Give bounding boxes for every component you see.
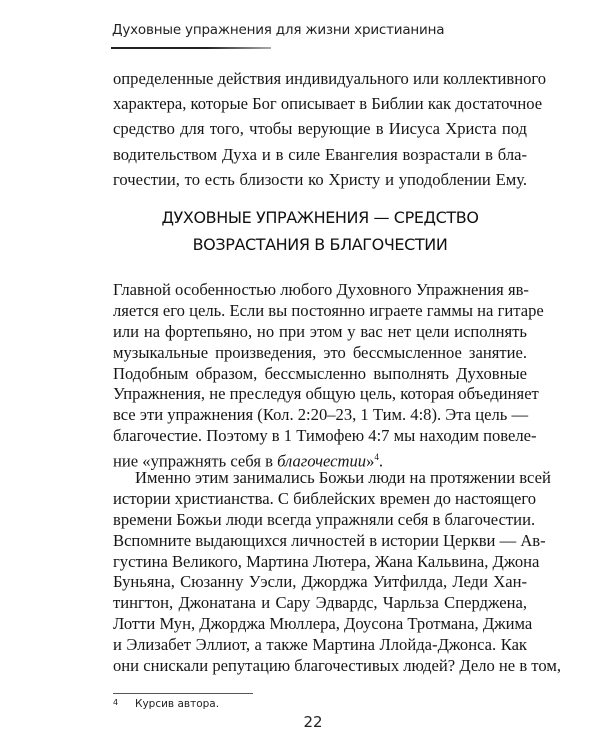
- text-line: ляется его цель. Если вы постоянно играете гаммы на гитаре: [113, 300, 544, 320]
- text-line: Главной особенностью любого Духовного Упражнения яв-: [113, 280, 529, 299]
- page-number: 22: [303, 713, 323, 731]
- text-span: .: [378, 451, 384, 471]
- text-line: все эти упражнения (Кол. 2:20–23, 1 Тим. 4:8). Эта цель —: [113, 405, 529, 425]
- text-line: Лотти Мун, Джорджа Мюллера, Доусона Тротмана, Джима: [113, 614, 533, 634]
- header-rule: [111, 47, 271, 49]
- paragraph-1: [113, 66, 547, 192]
- text-line: определенные действия индивидуального или коллективного: [113, 69, 547, 88]
- text-line: [113, 447, 527, 471]
- footnote-number: 4: [113, 698, 119, 707]
- text-line: истории христианства. С библейских времен до настоящего: [113, 488, 537, 508]
- footnote-text: Курсив автора.: [135, 698, 220, 710]
- section-heading: [100, 204, 540, 258]
- text-line: Именно этим занимались Божьи люди на протяжении всей: [135, 468, 551, 488]
- text-line: густина Великого, Мартина Лютера, Жана Кальвина, Джона: [113, 551, 540, 571]
- text-line: Буньяна, Сюзанну Уэсли, Джорджа Уитфилда, Леди Хан-: [113, 572, 527, 592]
- heading-line: ВОЗРАСТАНИЯ В БЛАГОЧЕСТИИ: [192, 235, 448, 254]
- text-line: средство для того, чтобы верующие в Иисуса Христа под: [113, 119, 527, 139]
- text-line: благочестие. Поэтому в 1 Тимофею 4:7 мы находим повеле-: [113, 426, 537, 446]
- text-span: ние «упражнять себя в: [113, 451, 278, 471]
- text-line: тингтон, Джонатана и Сару Эдвардс, Чарльза Сперджена,: [113, 593, 527, 613]
- text-line: гочестии, то есть близости ко Христу и уподоблении Ему.: [113, 169, 527, 189]
- text-span: »: [366, 451, 375, 471]
- text-line: музыкальные произведения, это бессмысленное занятие.: [113, 342, 527, 362]
- body-text: [113, 280, 561, 677]
- footnote: [113, 698, 219, 710]
- footnote-rule: [113, 693, 253, 694]
- text-line: водительством Духа и в силе Евангелия возрастали в бла-: [113, 144, 527, 164]
- text-line: они снискали репутацию благочестивых людей? Дело не в том,: [113, 656, 561, 676]
- text-line: Упражнения, не преследуя общую цель, которая объединяет: [113, 384, 539, 404]
- text-line: времени Божьи люди всегда упражняли себя в благочестии.: [113, 509, 536, 529]
- text-line: и Элизабет Эллиот, а также Мартина Ллойда-Джонса. Как: [113, 635, 527, 655]
- text-line: Подобным образом, бессмысленно выполнять Духовные: [113, 363, 527, 383]
- text-line: Вспомните выдающихся личностей в истории Церкви — Ав-: [113, 530, 546, 550]
- italic-emphasis: благочестии: [277, 451, 367, 471]
- text-line: или на фортепьяно, но при этом у вас нет цели исполнять: [113, 321, 527, 341]
- footnote-ref[interactable]: 4: [374, 452, 379, 463]
- heading-line: ДУХОВНЫЕ УПРАЖНЕНИЯ — СРЕДСТВО: [161, 208, 479, 227]
- text-line: характера, которые Бог описывает в Библии как достаточное: [113, 94, 543, 114]
- running-header: Духовные упражнения для жизни христианина: [112, 22, 445, 38]
